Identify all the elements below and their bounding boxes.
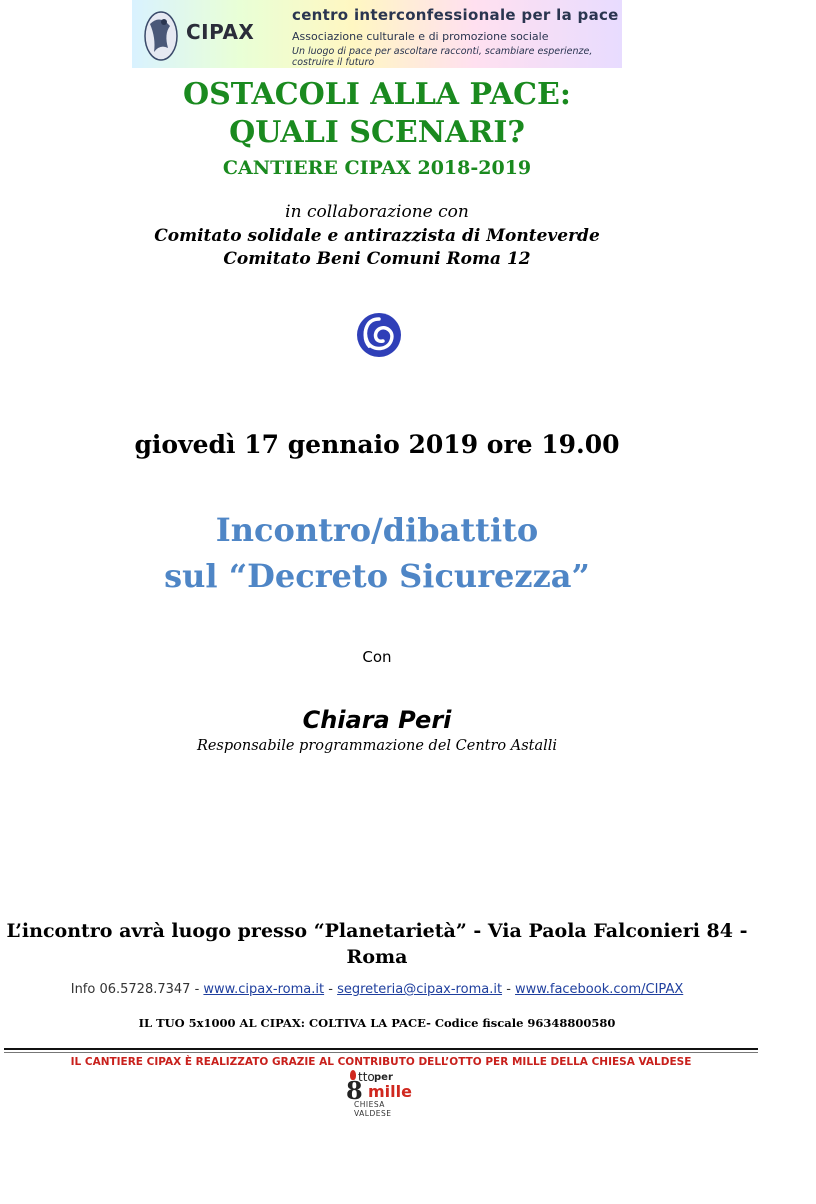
banner-tagline: Un luogo di pace per ascoltare racconti, scambiare esperienze, costruire il futuro [292, 46, 593, 68]
venue-line2: Roma [346, 946, 408, 968]
banner-spacer [622, 0, 754, 68]
info-separator-1: - [328, 982, 333, 997]
footer-divider-thin [4, 1052, 758, 1053]
event-date: giovedì 17 gennaio 2019 ore 19.00 [134, 430, 620, 459]
otto-logo-number: 8 [346, 1076, 363, 1105]
otto-per-mille-logo-icon [346, 1070, 418, 1116]
banner-title: centro interconfessionale per la pace [292, 6, 619, 24]
venue-block [0, 918, 754, 970]
speaker-name: Chiara Peri [302, 706, 452, 734]
spiral-icon [355, 311, 403, 359]
collaborator-org-2: Comitato Beni Comuni Roma 12 [223, 249, 531, 269]
program-subtitle: CANTIERE CIPAX 2018-2019 [222, 157, 532, 179]
info-separator-2: - [506, 982, 511, 997]
info-phone: Info 06.5728.7347 - [70, 982, 200, 997]
speaker-role: Responsabile programmazione del Centro Astalli [196, 738, 558, 754]
email-link[interactable]: segreteria@cipax-roma.it [337, 982, 503, 997]
with-label: Con [362, 648, 392, 666]
main-title-line1: OSTACOLI ALLA PACE: [183, 77, 571, 112]
footer-funding-note: IL CANTIERE CIPAX È REALIZZATO GRAZIE AL CONTRIBUTO DELL’OTTO PER MILLE DELLA CHIESA VALDESE [70, 1056, 692, 1068]
otto-logo-mille-text: mille [368, 1082, 412, 1101]
event-headline-line2: sul “Decreto Sicurezza” [164, 557, 590, 595]
event-headline-line1: Incontro/dibattito [215, 511, 539, 549]
collaboration-intro: in collaborazione con [285, 202, 469, 222]
otto-logo-tto: tto [358, 1070, 375, 1084]
fiscal-note: IL TUO 5x1000 AL CIPAX: COLTIVA LA PACE- Codice fiscale 96348800580 [138, 1016, 616, 1030]
collaborator-org-1: Comitato solidale e antirazzista di Monteverde [154, 226, 600, 246]
contact-info [0, 982, 754, 997]
otto-logo-per: per [374, 1072, 393, 1083]
cipax-logo-word: CIPAX [186, 20, 255, 44]
banner-subtitle: Associazione culturale e di promozione sociale [292, 30, 549, 43]
cipax-dove-logo-icon [140, 4, 182, 64]
venue-line1: L’incontro avrà luogo presso “Planetarietà” - Via Paola Falconieri 84 - [6, 920, 748, 942]
main-title-line2: QUALI SCENARI? [229, 115, 525, 150]
otto-logo-church: CHIESA VALDESE [354, 1100, 392, 1118]
footer-divider [4, 1048, 758, 1050]
facebook-link[interactable]: www.facebook.com/CIPAX [515, 982, 684, 997]
otto-logo-mille [368, 1072, 412, 1101]
cipax-banner [132, 0, 622, 68]
website-link[interactable]: www.cipax-roma.it [203, 982, 325, 997]
